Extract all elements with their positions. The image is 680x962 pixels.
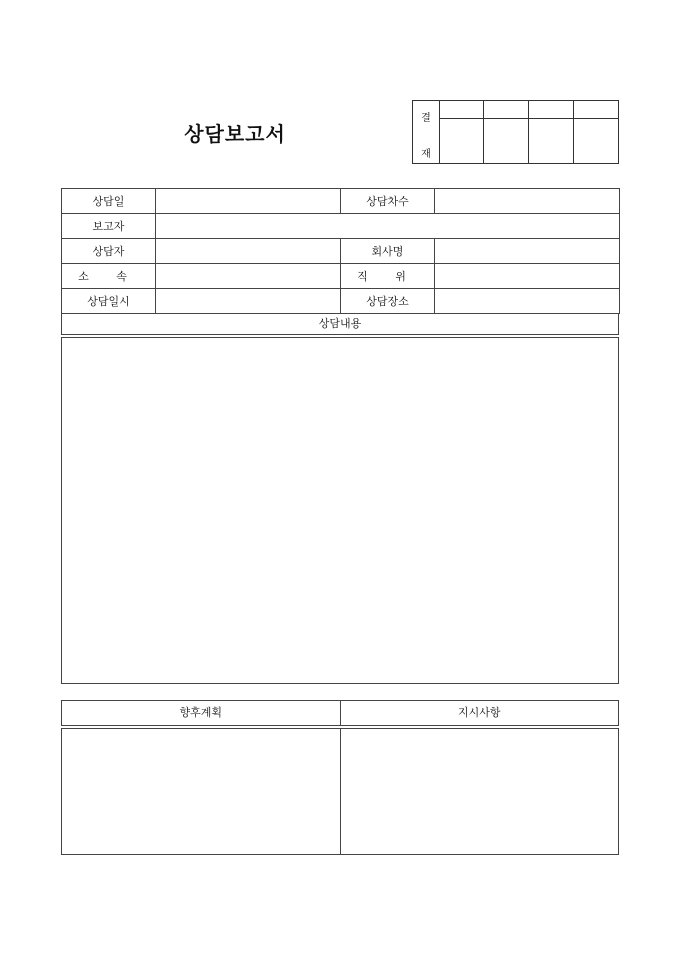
bottom-body (61, 728, 619, 855)
future-plan-field[interactable] (62, 729, 341, 854)
future-plan-header: 향후계획 (62, 701, 341, 725)
approval-cell[interactable] (439, 101, 484, 119)
bottom-header (61, 700, 619, 726)
instructions-header: 지시사항 (457, 706, 501, 719)
table-row (62, 189, 620, 214)
table-row (62, 264, 620, 289)
consult-place-field[interactable] (435, 289, 620, 314)
counselor-label: 상담자 (62, 239, 156, 264)
page-title: 상담보고서 (184, 122, 286, 146)
approval-cell[interactable] (484, 101, 529, 119)
content-body-field[interactable] (61, 337, 619, 684)
consult-datetime-label: 상담일시 (62, 289, 156, 314)
approval-sign-cell[interactable] (439, 119, 484, 163)
approval-cell[interactable] (574, 101, 618, 119)
approval-sign-cell[interactable] (529, 119, 574, 163)
reporter-field[interactable] (156, 214, 620, 239)
department-field[interactable] (156, 264, 341, 289)
instructions-field[interactable] (341, 729, 619, 854)
info-table (61, 188, 620, 314)
approval-label-column (413, 101, 440, 163)
department-label: 소 속 (62, 264, 156, 289)
company-field[interactable] (435, 239, 620, 264)
table-row (62, 289, 620, 314)
company-label: 회사명 (341, 239, 435, 264)
counselor-field[interactable] (156, 239, 341, 264)
approval-label-bottom: 재 (421, 149, 431, 160)
consult-count-label: 상담차수 (341, 189, 435, 214)
approval-label-top: 결 (421, 113, 431, 124)
reporter-label: 보고자 (62, 214, 156, 239)
consult-date-field[interactable] (156, 189, 341, 214)
consult-date-label: 상담일 (62, 189, 156, 214)
position-field[interactable] (435, 264, 620, 289)
table-row (62, 214, 620, 239)
approval-sign-cell[interactable] (574, 119, 618, 163)
approval-box (412, 100, 619, 164)
consult-place-label: 상담장소 (341, 289, 435, 314)
consult-count-field[interactable] (435, 189, 620, 214)
approval-cell[interactable] (529, 101, 574, 119)
position-label: 직 위 (341, 264, 435, 289)
approval-sign-cell[interactable] (484, 119, 529, 163)
consult-datetime-field[interactable] (156, 289, 341, 314)
table-row (62, 239, 620, 264)
content-header: 상담내용 (61, 313, 619, 335)
